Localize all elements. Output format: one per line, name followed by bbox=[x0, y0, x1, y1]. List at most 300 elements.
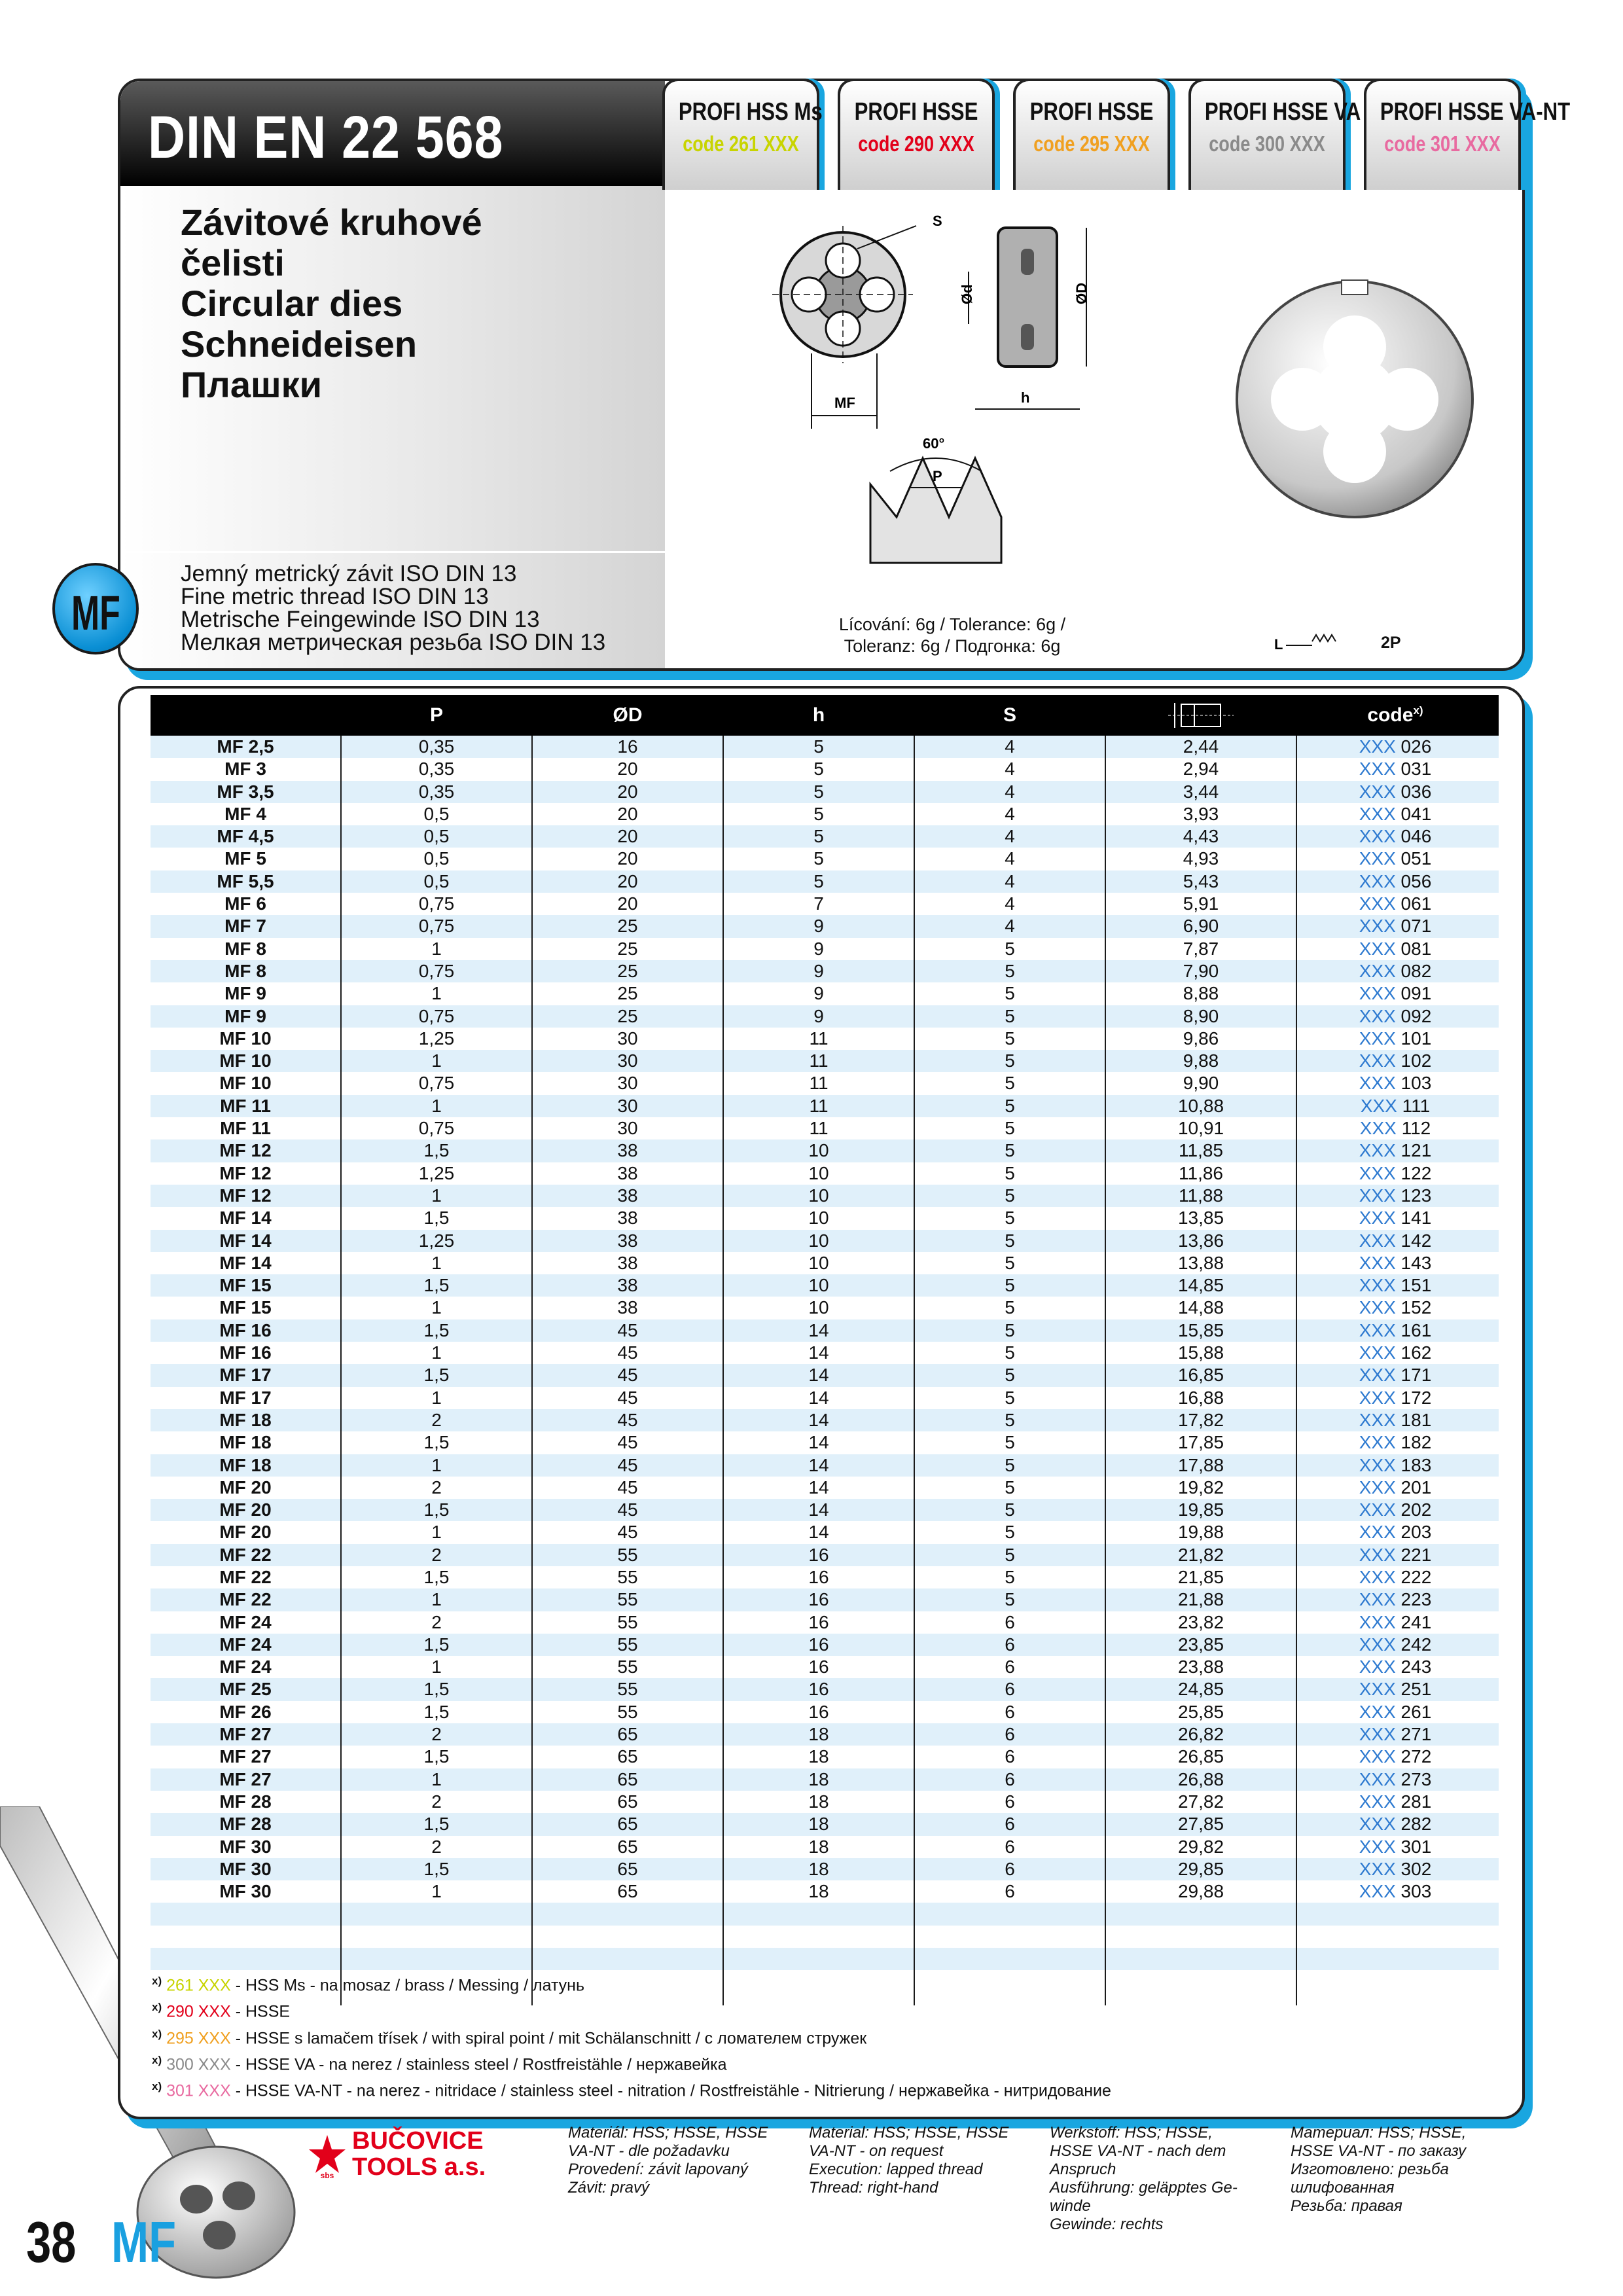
col-code-sup: x) bbox=[1413, 704, 1423, 717]
table-cell: 10 bbox=[808, 1230, 829, 1251]
table-cell: 38 bbox=[617, 1208, 638, 1229]
table-cell: 10 bbox=[808, 1140, 829, 1161]
table-cell: 18 bbox=[808, 1814, 829, 1835]
code-cell bbox=[1297, 803, 1493, 825]
table-cell: 4 bbox=[1005, 826, 1015, 847]
table-cell: 16,88 bbox=[1177, 1387, 1224, 1408]
table-cell: 1,5 bbox=[423, 1208, 450, 1229]
table-cell: 26,88 bbox=[1177, 1768, 1224, 1789]
code-number: 152 bbox=[1400, 1297, 1432, 1318]
table-cell: 16 bbox=[808, 1589, 829, 1610]
code-number: 092 bbox=[1400, 1005, 1432, 1026]
table-cell: 20 bbox=[617, 893, 638, 914]
tab-hsse-va-nt[interactable] bbox=[1364, 79, 1571, 190]
info-cz: Materiál: HSS; HSSE, HSSE VA-NT - dle požadavku Provedení: závit lapovaný Závit: pravý bbox=[568, 2124, 768, 2197]
table-cell: 25 bbox=[617, 960, 638, 981]
table-cell: 30 bbox=[617, 1028, 638, 1049]
table-cell: 20 bbox=[617, 803, 638, 824]
table-cell: 6 bbox=[1005, 1791, 1015, 1812]
table-cell: 14 bbox=[808, 1522, 829, 1543]
info-en: Material: HSS; HSSE, HSSE VA-NT - on request Execution: lapped thread Thread: right-hand bbox=[809, 2124, 1009, 2197]
footnote-code: 295 XXX bbox=[166, 2028, 231, 2047]
table-cell: MF 9 bbox=[224, 1005, 266, 1026]
code-prefix: XXX bbox=[1359, 1544, 1396, 1565]
table-cell: 5 bbox=[1005, 1387, 1015, 1408]
table-cell: 25 bbox=[617, 1005, 638, 1026]
table-cell: 6,90 bbox=[1183, 916, 1219, 937]
table-cell: 14 bbox=[808, 1319, 829, 1340]
code-cell bbox=[1297, 1050, 1493, 1072]
footnote-code: 300 XXX bbox=[166, 2055, 231, 2074]
footnote-text: - HSS Ms - na mosaz / brass / Messing / латунь bbox=[230, 1976, 584, 1995]
table-cell: 0,5 bbox=[423, 826, 450, 847]
table-cell: 5 bbox=[1005, 1252, 1015, 1273]
table-cell: 1 bbox=[431, 1297, 442, 1318]
table-cell: 16 bbox=[808, 1657, 829, 1677]
code-prefix: XXX bbox=[1359, 1387, 1396, 1408]
code-prefix: XXX bbox=[1359, 1073, 1396, 1094]
table-cell: 1,5 bbox=[423, 1140, 450, 1161]
table-cell: 6 bbox=[1005, 1634, 1015, 1655]
table-cell: MF 22 bbox=[219, 1589, 272, 1610]
two-p-label: 2P bbox=[1381, 634, 1401, 652]
tab-hsse-290[interactable] bbox=[838, 79, 995, 190]
table-cell: MF 15 bbox=[219, 1297, 272, 1318]
table-cell: 0,5 bbox=[423, 848, 450, 869]
code-cell bbox=[1297, 1723, 1493, 1746]
table-cell: MF 8 bbox=[224, 938, 266, 959]
code-number: 102 bbox=[1400, 1050, 1432, 1071]
code-cell bbox=[1297, 1297, 1493, 1319]
table-cell: 23,82 bbox=[1177, 1611, 1224, 1632]
table-cell: MF 10 bbox=[219, 1028, 272, 1049]
code-prefix: XXX bbox=[1359, 983, 1396, 1004]
name-de: Schneideisen bbox=[181, 323, 418, 365]
table-cell: 21,82 bbox=[1177, 1544, 1224, 1565]
table-cell: 14 bbox=[808, 1342, 829, 1363]
table-cell: 6 bbox=[1005, 1679, 1015, 1700]
table-cell: 1 bbox=[431, 1589, 442, 1610]
table-cell: MF 4 bbox=[224, 803, 266, 824]
tab-hss-ms[interactable] bbox=[662, 79, 823, 190]
table-cell: 11,86 bbox=[1179, 1162, 1223, 1183]
tab-code: code 290 XXX bbox=[858, 132, 974, 156]
page-number: 38 bbox=[26, 2210, 77, 2274]
code-prefix: XXX bbox=[1359, 1634, 1396, 1655]
code-prefix: XXX bbox=[1359, 1050, 1396, 1071]
title-bar bbox=[120, 81, 665, 186]
code-number: 172 bbox=[1400, 1387, 1432, 1408]
table-cell: MF 10 bbox=[219, 1050, 272, 1071]
table-cell: 27,82 bbox=[1177, 1791, 1224, 1812]
footnote-text: - HSSE VA - na nerez / stainless steel / Rostfreistähle / нержавейка bbox=[230, 2055, 727, 2074]
code-cell bbox=[1297, 1252, 1493, 1274]
table-cell: 20 bbox=[617, 759, 638, 780]
footnote-text: - HSSE s lamačem třísek / with spiral point / mit Schälanschnitt / с ломателем стружек bbox=[230, 2028, 867, 2047]
table-cell: 10 bbox=[808, 1297, 829, 1318]
code-cell bbox=[1297, 1746, 1493, 1768]
table-cell: 4 bbox=[1005, 916, 1015, 937]
table-cell: MF 17 bbox=[219, 1365, 272, 1386]
code-number: 183 bbox=[1400, 1454, 1432, 1475]
footnote: $^{x)}$ 290 XXX - HSSE bbox=[152, 2001, 291, 2021]
table-cell: MF 17 bbox=[219, 1387, 272, 1408]
table-cell: 0,35 bbox=[418, 759, 455, 780]
table-cell: 14,88 bbox=[1177, 1297, 1224, 1318]
table-cell: MF 11 bbox=[220, 1095, 271, 1116]
code-number: 143 bbox=[1400, 1252, 1432, 1273]
table-cell: 30 bbox=[617, 1095, 638, 1116]
code-number: 026 bbox=[1400, 736, 1432, 757]
table-cell: 16 bbox=[808, 1611, 829, 1632]
name-en: Circular dies bbox=[181, 283, 403, 324]
table-cell: 1 bbox=[431, 938, 442, 959]
table-cell: 15,88 bbox=[1177, 1342, 1224, 1363]
table-cell: 5 bbox=[813, 759, 824, 780]
code-prefix: XXX bbox=[1359, 1881, 1396, 1902]
code-cell bbox=[1297, 1521, 1493, 1543]
table-cell: 38 bbox=[617, 1275, 638, 1296]
table-cell: 4 bbox=[1005, 870, 1015, 891]
table-cell: MF 12 bbox=[219, 1185, 272, 1206]
table-cell: 1 bbox=[431, 1768, 442, 1789]
code-prefix: XXX bbox=[1359, 1432, 1396, 1453]
table-cell: 4,43 bbox=[1183, 826, 1219, 847]
table-cell: 14,85 bbox=[1177, 1275, 1224, 1296]
table-cell: 25 bbox=[617, 916, 638, 937]
table-cell: 5 bbox=[1005, 1208, 1015, 1229]
code-number: 201 bbox=[1400, 1477, 1432, 1498]
code-cell bbox=[1297, 758, 1493, 780]
footnote: $^{x)}$ 301 XXX - HSSE VA-NT - na nerez - nitridace / stainless steel - nitration / Rostfreistähle - Nitrierung / нержавейка - нитридование bbox=[152, 2080, 1111, 2100]
code-prefix: XXX bbox=[1359, 1522, 1396, 1543]
table-cell: 1,5 bbox=[423, 1365, 450, 1386]
code-cell bbox=[1297, 1387, 1493, 1409]
code-number: 141 bbox=[1400, 1208, 1432, 1229]
table-cell: 38 bbox=[617, 1252, 638, 1273]
table-cell: 23,88 bbox=[1177, 1657, 1224, 1677]
code-cell bbox=[1297, 736, 1493, 758]
table-cell: 65 bbox=[617, 1814, 638, 1835]
code-cell bbox=[1297, 870, 1493, 893]
table-cell: MF 30 bbox=[219, 1836, 272, 1857]
table-cell: MF 14 bbox=[219, 1208, 272, 1229]
code-number: 103 bbox=[1400, 1073, 1432, 1094]
table-cell: MF 12 bbox=[219, 1140, 272, 1161]
table-cell: 20 bbox=[617, 848, 638, 869]
code-prefix: XXX bbox=[1359, 870, 1396, 891]
table-cell: 9,88 bbox=[1183, 1050, 1219, 1071]
thread-en: Fine metric thread ISO DIN 13 bbox=[181, 584, 489, 609]
code-number: 151 bbox=[1400, 1275, 1432, 1296]
table-cell: 9 bbox=[813, 938, 824, 959]
code-number: 036 bbox=[1400, 781, 1432, 802]
table-cell: 5 bbox=[1005, 1409, 1015, 1430]
code-number: 261 bbox=[1400, 1701, 1432, 1722]
table-cell: 45 bbox=[617, 1432, 638, 1453]
divider bbox=[120, 551, 665, 553]
table-cell: 18 bbox=[808, 1858, 829, 1879]
table-cell: 4,93 bbox=[1183, 848, 1219, 869]
tab-hsse-295[interactable] bbox=[1013, 79, 1170, 190]
table-cell: 1 bbox=[431, 1657, 442, 1677]
table-cell: 1,5 bbox=[423, 1679, 450, 1700]
code-prefix: XXX bbox=[1359, 1589, 1396, 1610]
footnote-code: 301 XXX bbox=[166, 2081, 231, 2100]
table-cell: 5 bbox=[813, 736, 824, 757]
code-number: 061 bbox=[1400, 893, 1432, 914]
table-cell: 5 bbox=[813, 848, 824, 869]
label-d: Ød bbox=[959, 284, 975, 304]
code-cell bbox=[1297, 1791, 1493, 1813]
code-cell bbox=[1297, 1162, 1493, 1185]
col-divider bbox=[1105, 736, 1106, 2005]
code-prefix: XXX bbox=[1359, 1454, 1396, 1475]
table-cell: 1,5 bbox=[423, 1858, 450, 1879]
code-cell bbox=[1297, 1499, 1493, 1521]
table-cell: 9,90 bbox=[1183, 1073, 1219, 1094]
table-cell: 5 bbox=[1005, 1432, 1015, 1453]
table-cell: 1,5 bbox=[423, 1432, 450, 1453]
footnote-code: 290 XXX bbox=[166, 2002, 231, 2021]
table-cell: 5 bbox=[1005, 1589, 1015, 1610]
footnote-code: 261 XXX bbox=[166, 1976, 231, 1995]
table-cell: 9 bbox=[813, 916, 824, 937]
table-cell: 5 bbox=[1005, 1319, 1015, 1340]
table-cell: 15,85 bbox=[1177, 1319, 1224, 1340]
table-cell: 2 bbox=[431, 1611, 442, 1632]
code-prefix: XXX bbox=[1359, 1657, 1396, 1677]
table-cell: 6 bbox=[1005, 1836, 1015, 1857]
table-cell: 5 bbox=[1005, 1185, 1015, 1206]
table-cell: 55 bbox=[617, 1544, 638, 1565]
table-cell: 45 bbox=[617, 1319, 638, 1340]
label-s: S bbox=[933, 213, 942, 229]
code-number: 273 bbox=[1400, 1768, 1432, 1789]
col-code bbox=[1297, 704, 1493, 726]
table-cell: 9,86 bbox=[1183, 1028, 1219, 1049]
table-cell: 65 bbox=[617, 1881, 638, 1902]
table-cell: 10 bbox=[808, 1208, 829, 1229]
code-prefix: XXX bbox=[1359, 803, 1396, 824]
table-cell: MF 7 bbox=[224, 916, 266, 937]
table-cell: 6 bbox=[1005, 1768, 1015, 1789]
logo-line-1: BUČOVICE bbox=[352, 2127, 484, 2155]
table-cell: 45 bbox=[617, 1477, 638, 1498]
code-cell bbox=[1297, 1342, 1493, 1364]
table-cell: 10 bbox=[808, 1275, 829, 1296]
table-cell: 0,75 bbox=[418, 1118, 455, 1139]
tab-label: PROFI HSSE bbox=[854, 98, 978, 126]
tolerance-note bbox=[821, 614, 1083, 657]
code-number: 123 bbox=[1400, 1185, 1432, 1206]
code-cell bbox=[1297, 1274, 1493, 1297]
table-cell: 4 bbox=[1005, 736, 1015, 757]
code-cell bbox=[1297, 1207, 1493, 1229]
table-cell: MF 27 bbox=[219, 1768, 272, 1789]
table-cell: 1 bbox=[431, 1095, 442, 1116]
table-cell: MF 18 bbox=[219, 1454, 272, 1475]
table-cell: 45 bbox=[617, 1342, 638, 1363]
table-cell: MF 22 bbox=[219, 1566, 272, 1587]
table-cell: 5 bbox=[1005, 1522, 1015, 1543]
table-cell: 10,88 bbox=[1177, 1095, 1224, 1116]
code-number: 242 bbox=[1400, 1634, 1432, 1655]
code-cell bbox=[1297, 1813, 1493, 1835]
code-number: 111 bbox=[1402, 1095, 1431, 1116]
table-cell: 5 bbox=[813, 826, 824, 847]
table-cell: MF 18 bbox=[219, 1432, 272, 1453]
die-photo bbox=[1230, 275, 1479, 524]
table-cell: 65 bbox=[617, 1724, 638, 1745]
code-cell bbox=[1297, 1117, 1493, 1139]
table-cell: 2 bbox=[431, 1724, 442, 1745]
table-cell: MF 9 bbox=[224, 983, 266, 1004]
table-cell: 1,25 bbox=[418, 1162, 455, 1183]
table-cell: 3,93 bbox=[1183, 803, 1219, 824]
footnote-text: - HSSE bbox=[230, 2002, 291, 2021]
table-cell: MF 11 bbox=[220, 1118, 271, 1139]
table-cell: 26,85 bbox=[1177, 1746, 1224, 1767]
code-cell bbox=[1297, 1185, 1493, 1207]
table-cell: 65 bbox=[617, 1836, 638, 1857]
code-number: 161 bbox=[1400, 1319, 1432, 1340]
code-cell bbox=[1297, 1028, 1493, 1050]
table-cell: 18 bbox=[808, 1881, 829, 1902]
col-divider bbox=[1296, 736, 1297, 2005]
table-cell: 38 bbox=[617, 1297, 638, 1318]
code-prefix: XXX bbox=[1359, 1162, 1396, 1183]
col-p: P bbox=[429, 704, 443, 726]
table-cell: 1,25 bbox=[418, 1230, 455, 1251]
table-cell: MF 15 bbox=[219, 1275, 272, 1296]
table-cell: 20 bbox=[617, 781, 638, 802]
code-cell bbox=[1297, 1611, 1493, 1634]
table-cell: 16 bbox=[617, 736, 638, 757]
table-cell: 23,85 bbox=[1177, 1634, 1224, 1655]
logo-star-icon bbox=[308, 2134, 347, 2179]
code-number: 051 bbox=[1400, 848, 1432, 869]
table-cell: 2 bbox=[431, 1409, 442, 1430]
code-number: 271 bbox=[1400, 1724, 1432, 1745]
footnote-text: - HSSE VA-NT - na nerez - nitridace / stainless steel - nitration / Rostfreistähle - Nitrierung / нержавейка - нитридование bbox=[230, 2081, 1111, 2100]
tab-code: code 295 XXX bbox=[1033, 132, 1150, 156]
table-cell: 17,88 bbox=[1177, 1454, 1224, 1475]
table-cell: 1,5 bbox=[423, 1701, 450, 1722]
table-cell: MF 3 bbox=[224, 759, 266, 780]
table-cell: MF 30 bbox=[219, 1858, 272, 1879]
table-cell: 29,85 bbox=[1177, 1858, 1224, 1879]
code-number: 142 bbox=[1400, 1230, 1432, 1251]
tab-code: code 301 XXX bbox=[1384, 132, 1501, 156]
table-cell: 20 bbox=[617, 870, 638, 891]
code-cell bbox=[1297, 1701, 1493, 1723]
code-prefix: XXX bbox=[1359, 1566, 1396, 1587]
code-number: 101 bbox=[1400, 1028, 1432, 1049]
table-cell: MF 18 bbox=[219, 1409, 272, 1430]
table-cell: 38 bbox=[617, 1162, 638, 1183]
table-cell: MF 24 bbox=[219, 1634, 272, 1655]
code-cell bbox=[1297, 1566, 1493, 1588]
col-core-diameter bbox=[1106, 699, 1296, 737]
thread-ru: Мелкая метрическая резьба ISO DIN 13 bbox=[181, 630, 606, 655]
footnote: $^{x)}$ 300 XXX - HSSE VA - na nerez / stainless steel / Rostfreistähle / нержавейка bbox=[152, 2053, 727, 2074]
code-prefix: XXX bbox=[1359, 1230, 1396, 1251]
code-cell bbox=[1297, 938, 1493, 960]
code-prefix: XXX bbox=[1359, 1701, 1396, 1722]
table-cell: 2,44 bbox=[1183, 736, 1219, 757]
table-cell: 1 bbox=[431, 1454, 442, 1475]
code-number: 112 bbox=[1401, 1118, 1431, 1139]
table-cell: 5 bbox=[1005, 1544, 1015, 1565]
code-prefix: XXX bbox=[1359, 1005, 1396, 1026]
tab-hsse-va[interactable] bbox=[1188, 79, 1361, 190]
table-cell: 65 bbox=[617, 1858, 638, 1879]
code-prefix: XXX bbox=[1359, 759, 1396, 780]
code-prefix: XXX bbox=[1359, 1140, 1396, 1161]
table-cell: MF 14 bbox=[219, 1230, 272, 1251]
table-cell: 4 bbox=[1005, 893, 1015, 914]
code-number: 122 bbox=[1400, 1162, 1432, 1183]
table-cell: 5 bbox=[1005, 1230, 1015, 1251]
table-cell: 0,5 bbox=[423, 803, 450, 824]
table-cell: 5 bbox=[1005, 1499, 1015, 1520]
table-cell: 45 bbox=[617, 1387, 638, 1408]
code-prefix: XXX bbox=[1359, 938, 1396, 959]
table-cell: MF 30 bbox=[219, 1881, 272, 1902]
tolerance-line-2: Toleranz: 6g / Подгонка: 6g bbox=[844, 636, 1061, 656]
code-number: 171 bbox=[1400, 1365, 1432, 1386]
product-names bbox=[181, 202, 482, 405]
table-cell: 1,5 bbox=[423, 1634, 450, 1655]
table-cell: 5 bbox=[1005, 1566, 1015, 1587]
thread-cz: Jemný metrický závit ISO DIN 13 bbox=[181, 561, 517, 586]
code-prefix: XXX bbox=[1359, 1297, 1396, 1318]
table-cell: 16 bbox=[808, 1634, 829, 1655]
footnote: $^{x)}$ 295 XXX - HSSE s lamačem třísek / with spiral point / mit Schälanschnitt / с ломателем стружек bbox=[152, 2027, 867, 2047]
table-cell: 30 bbox=[617, 1118, 638, 1139]
code-cell bbox=[1297, 1454, 1493, 1477]
code-number: 046 bbox=[1400, 826, 1432, 847]
code-number: 302 bbox=[1400, 1858, 1432, 1879]
table-cell: 16 bbox=[808, 1544, 829, 1565]
table-cell: MF 5,5 bbox=[217, 870, 274, 891]
table-cell: MF 4,5 bbox=[217, 826, 274, 847]
table-cell: 5 bbox=[1005, 1140, 1015, 1161]
table-cell: MF 27 bbox=[219, 1724, 272, 1745]
table-cell: 1,5 bbox=[423, 1814, 450, 1835]
code-cell bbox=[1297, 1230, 1493, 1252]
name-cz-2: čelisti bbox=[181, 242, 285, 283]
table-cell: 65 bbox=[617, 1768, 638, 1789]
code-number: 222 bbox=[1400, 1566, 1432, 1587]
table-cell: 1 bbox=[431, 1050, 442, 1071]
code-number: 301 bbox=[1400, 1836, 1432, 1857]
table-cell: 10,91 bbox=[1177, 1118, 1224, 1139]
table-cell: 1,5 bbox=[423, 1566, 450, 1587]
table-cell: 18 bbox=[808, 1791, 829, 1812]
table-cell: 16 bbox=[808, 1701, 829, 1722]
table-cell: 2 bbox=[431, 1836, 442, 1857]
table-cell: 5,43 bbox=[1183, 870, 1219, 891]
table-cell: 18 bbox=[808, 1768, 829, 1789]
table-cell: 5 bbox=[813, 870, 824, 891]
code-cell bbox=[1297, 1588, 1493, 1611]
table-cell: 1,5 bbox=[423, 1746, 450, 1767]
table-cell: 11 bbox=[809, 1073, 829, 1094]
thread-de: Metrische Feingewinde ISO DIN 13 bbox=[181, 607, 540, 632]
table-cell: 13,86 bbox=[1177, 1230, 1224, 1251]
